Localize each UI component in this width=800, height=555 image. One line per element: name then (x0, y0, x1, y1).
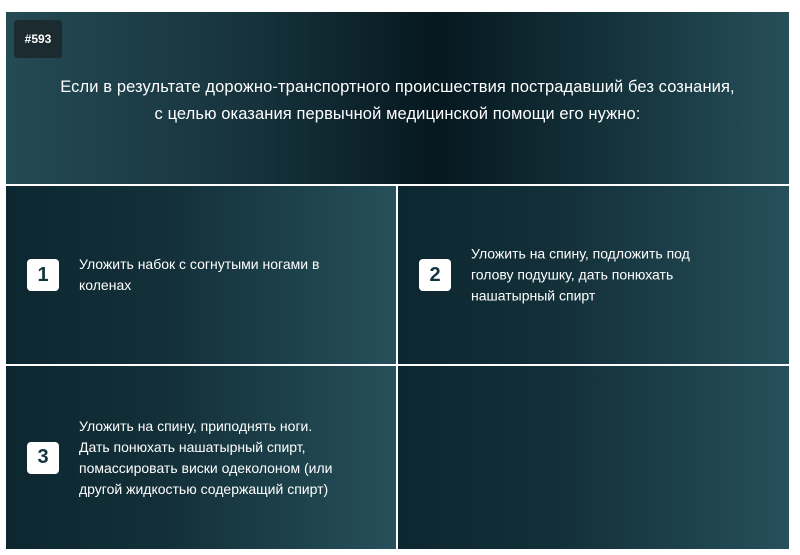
question-text (26, 74, 769, 128)
question-panel (6, 12, 789, 184)
answer-2-line: Уложить на спину, подложить под (471, 245, 690, 262)
answer-option-2[interactable] (398, 186, 789, 364)
empty-answer-cell (398, 366, 789, 549)
answer-1-line: коленах (79, 277, 132, 293)
question-line-2: с целью оказания первычной медицинской помощи его нужно: (154, 105, 641, 123)
answer-2-line: нашатырный спирт (471, 287, 596, 304)
answer-text-2 (471, 244, 763, 307)
answer-number-2: 2 (419, 259, 451, 291)
answer-number-3: 3 (27, 442, 59, 474)
question-line-1: Если в результате дорожно-транспортного происшествия пострадавший без сознания, (60, 78, 735, 96)
quiz-card (6, 12, 789, 549)
answer-3-line: другой жидкостью содержащий спирт) (79, 480, 329, 497)
answer-3-line: Дать понюхать нашатырный спирт, (79, 438, 306, 455)
answer-3-line: помассировать виски одеколоном (или (79, 459, 333, 476)
answer-1-line: Уложить набок с согнутыми ногами в (79, 256, 320, 272)
answer-3-line: Уложить на спину, приподнять ноги. (79, 417, 313, 434)
answer-number-1: 1 (27, 259, 59, 291)
answer-text-3 (79, 416, 370, 500)
question-id-badge: #593 (14, 20, 62, 58)
answer-text-1 (79, 254, 370, 296)
answer-2-line: голову подушку, дать понюхать (471, 266, 674, 283)
answer-option-3[interactable] (6, 366, 396, 549)
answer-option-1[interactable] (6, 186, 396, 364)
